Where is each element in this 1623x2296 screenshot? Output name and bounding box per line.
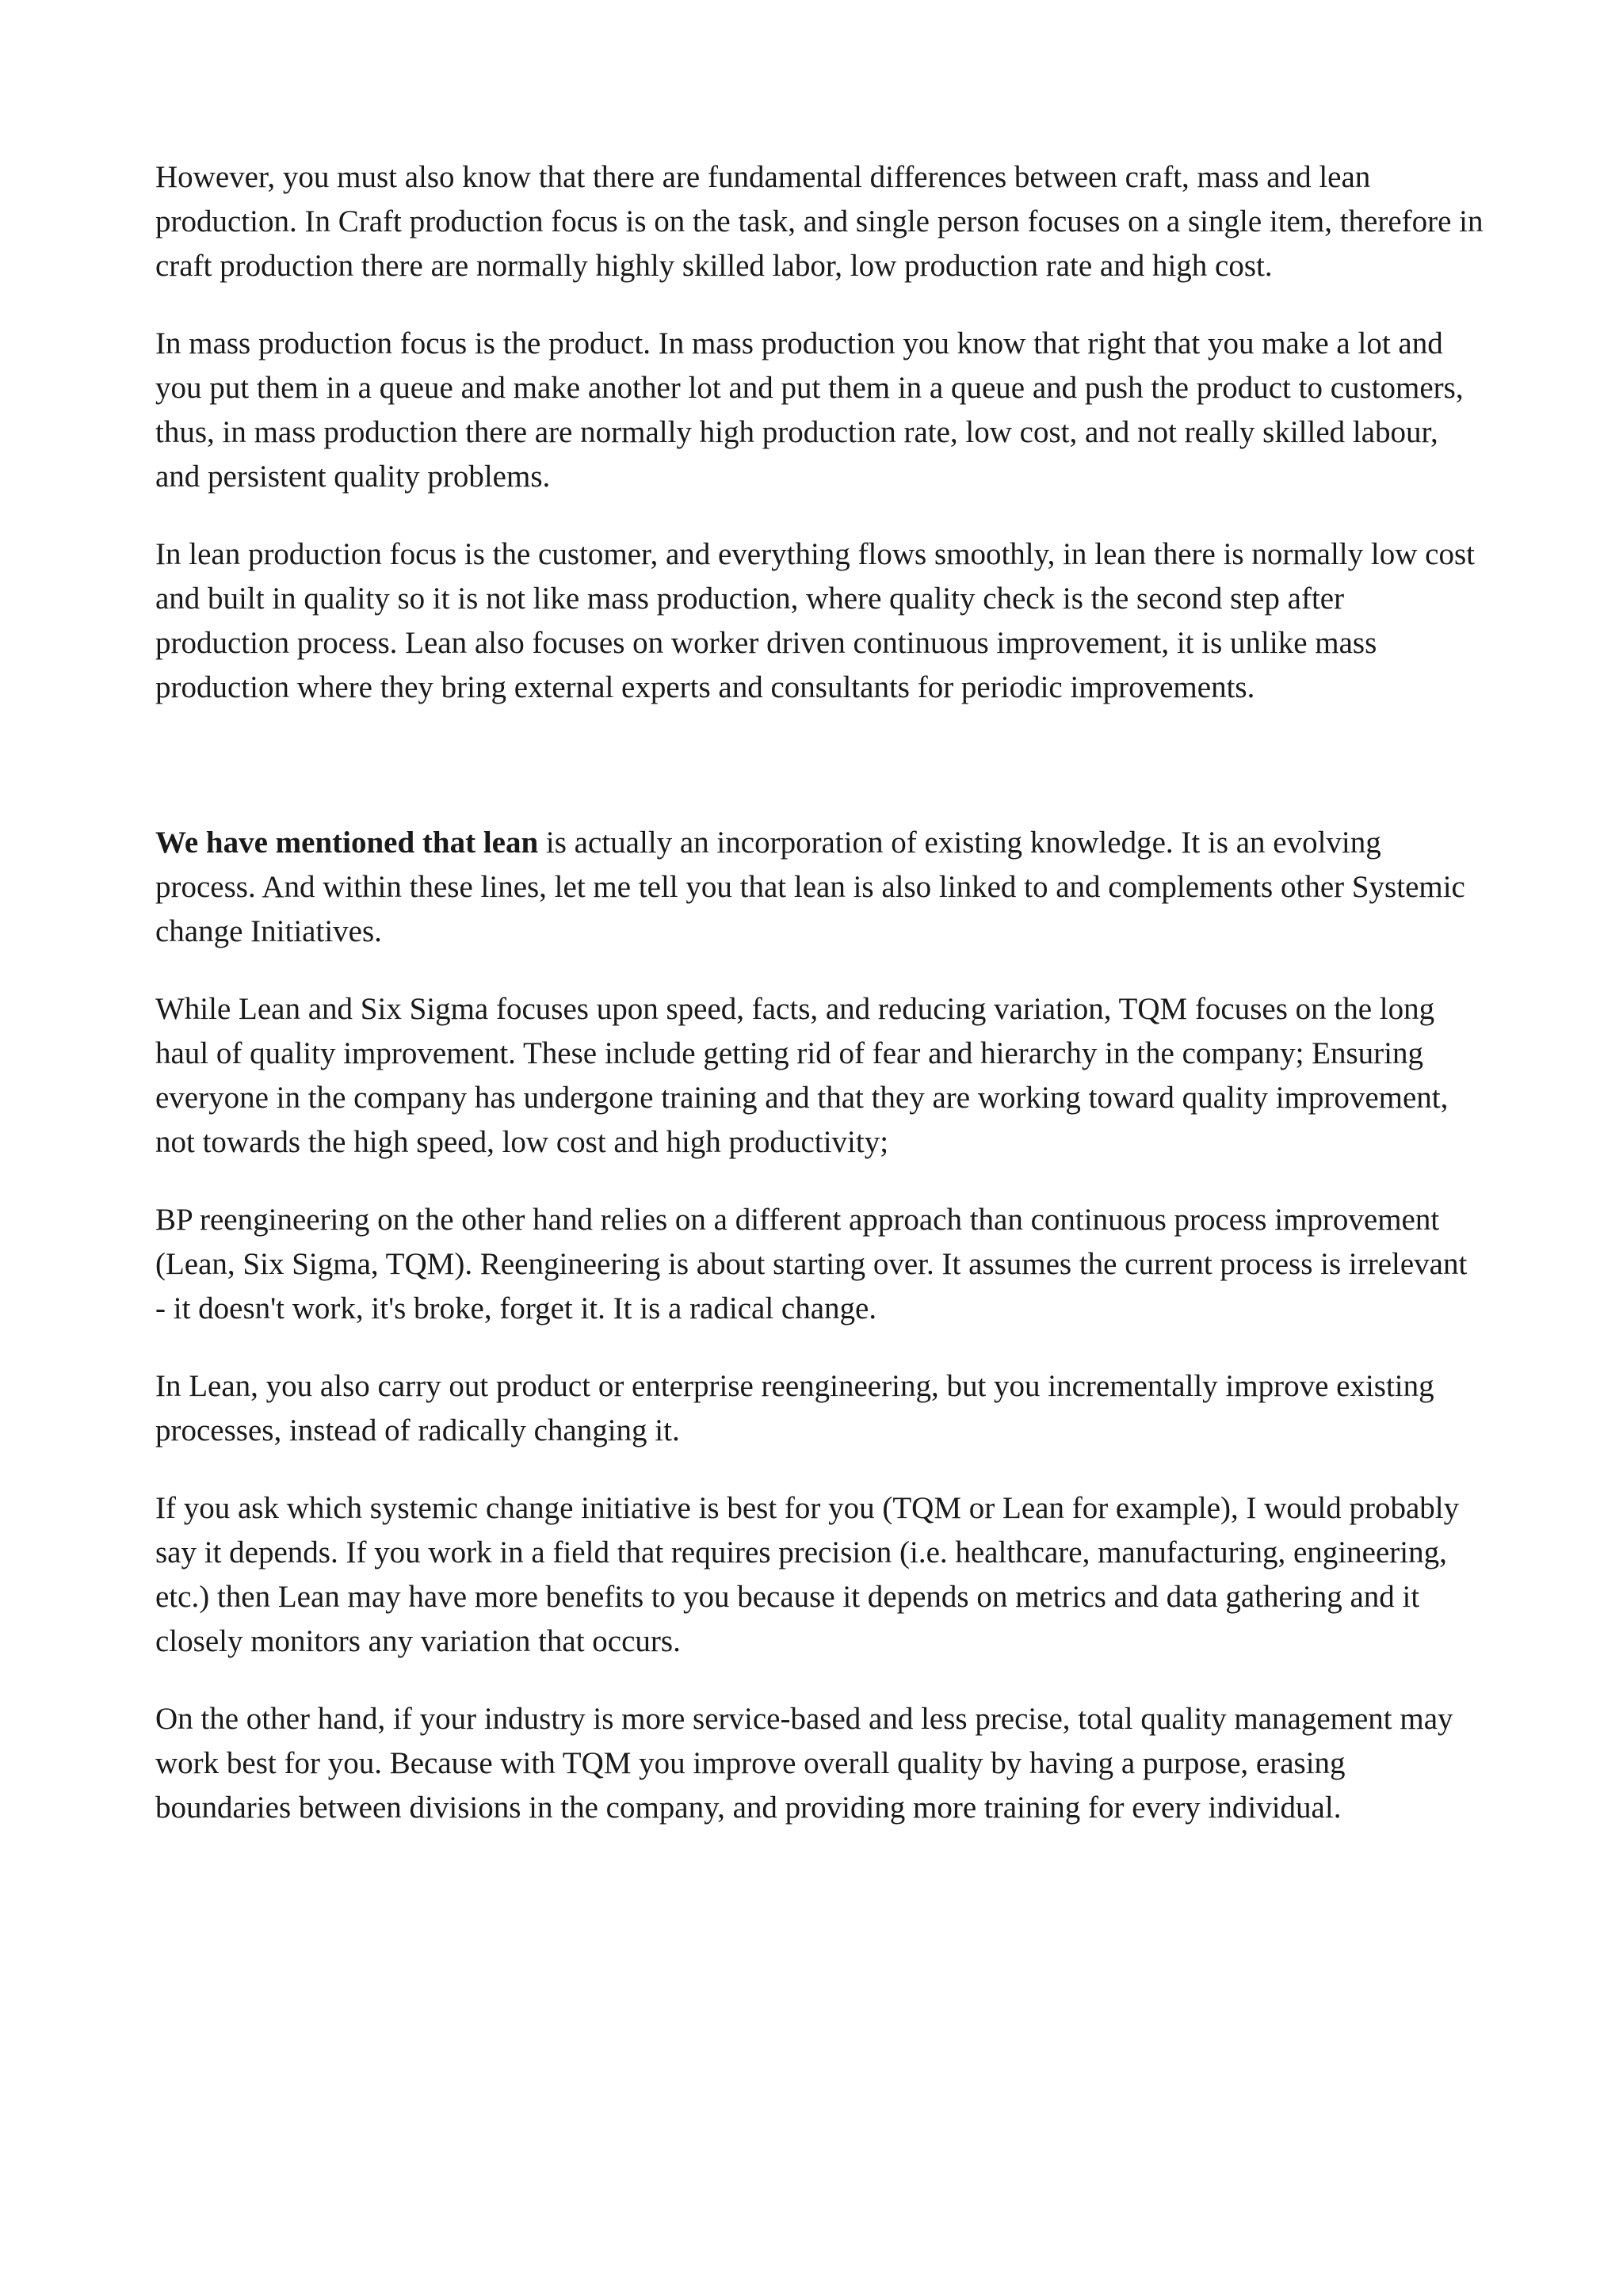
paragraph-tqm-vs-six-sigma: While Lean and Six Sigma focuses upon speed, facts, and reducing variation, TQM focuses on the long haul of quality improvement. These include getting rid of fear and hierarchy in the company; Ensuring everyone in the company has undergone training and that they are working toward quality improvement, not towards the high speed, low cost and high productivity; xyxy=(155,992,1449,1159)
paragraph-lean-reengineering: In Lean, you also carry out product or enterprise reengineering, but you incrementally improve existing processes, instead of radically changing it. xyxy=(155,1369,1434,1447)
bold-lead-phrase: We have mentioned that lean xyxy=(155,826,539,860)
document-page xyxy=(155,155,1484,1863)
paragraph-which-initiative: If you ask which systemic change initiative is best for you (TQM or Lean for example), I would probably say it depends. If you work in a field that requires precision (i.e. healthcare, manufacturing, engineering, etc.) then Lean may have more benefits to you because it depends on metrics and data gathering and it closely monitors any variation that occurs. xyxy=(155,1491,1460,1658)
paragraph-service-based-tqm: On the other hand, if your industry is more service-based and less precise, total quality management may work best for you. Because with TQM you improve overall quality by having a purpose, erasing boundaries between divisions in the company, and providing more training for every individual. xyxy=(155,1702,1453,1825)
paragraph-craft-mass-lean-differences: However, you must also know that there are fundamental differences between craft, mass and lean production. In Craft production focus is on the task, and single person focuses on a single item, therefore in craft production there are normally highly skilled labor, low production rate and high cost. xyxy=(155,160,1484,283)
paragraph-mass-production: In mass production focus is the product. In mass production you know that right that you make a lot and you put them in a queue and make another lot and put them in a queue and push the product to customers, thus, in mass production there are normally high production rate, low cost, and not really skilled labour, and persistent quality problems. xyxy=(155,326,1464,494)
lead-rest-text: is actually an incorporation of existing knowledge. It is an evolving process. And within these lines, let me tell you that lean is also linked to and complements other Systemic change Initiatives. xyxy=(155,826,1465,948)
paragraph-bp-reengineering: BP reengineering on the other hand relies on a different approach than continuous process improvement (Lean, Six Sigma, TQM). Reengineering is about starting over. It assumes the current process is irrelevant - it doesn't work, it's broke, forget it. It is a radical change. xyxy=(155,1203,1468,1325)
paragraph-lean-production: In lean production focus is the customer, and everything flows smoothly, in lean there is normally low cost and built in quality so it is not like mass production, where quality check is the second step after production process. Lean also focuses on worker driven continuous improvement, it is unlike mass production where they bring external experts and consultants for periodic improvements. xyxy=(155,537,1475,704)
paragraph-lean-incorporation xyxy=(155,821,1484,954)
